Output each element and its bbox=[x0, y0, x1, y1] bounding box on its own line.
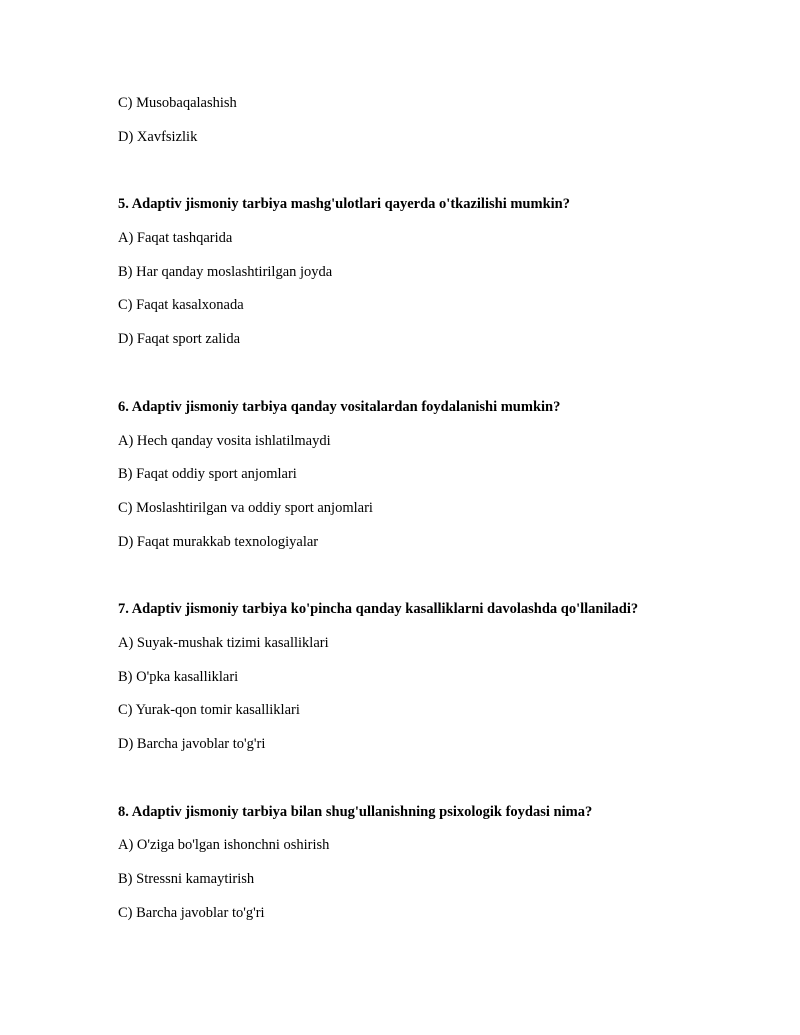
leading-options bbox=[118, 93, 718, 147]
answer-option: B) O'pka kasalliklari bbox=[118, 668, 239, 685]
question-block-8 bbox=[118, 802, 718, 923]
answer-option: C) Musobaqalashish bbox=[118, 95, 237, 111]
spacer bbox=[118, 363, 718, 397]
answer-option: A) Faqat tashqarida bbox=[118, 230, 233, 247]
question-block-6 bbox=[118, 397, 718, 552]
question-block-7 bbox=[118, 599, 718, 754]
answer-option: B) Stressni kamaytirish bbox=[118, 871, 255, 888]
spacer bbox=[118, 160, 718, 194]
answer-option: B) Har qanday moslashtirilgan joyda bbox=[118, 263, 333, 280]
question-block-5 bbox=[118, 194, 718, 349]
answer-option: C) Yurak-qon tomir kasalliklari bbox=[118, 702, 300, 719]
question-text: 5. Adaptiv jismoniy tarbiya mashg'ulotlari qayerda o'tkazilishi mumkin? bbox=[118, 196, 570, 213]
quiz-content bbox=[118, 93, 718, 936]
answer-option: D) Faqat murakkab texnologiyalar bbox=[118, 533, 319, 550]
answer-option: C) Faqat kasalxonada bbox=[118, 297, 244, 314]
question-text: 7. Adaptiv jismoniy tarbiya ko'pincha qanday kasalliklarni davolashda qo'llaniladi? bbox=[118, 601, 639, 618]
answer-option: C) Barcha javoblar to'g'ri bbox=[118, 904, 265, 921]
answer-option: A) O'ziga bo'lgan ishonchni oshirish bbox=[118, 837, 330, 854]
spacer bbox=[118, 768, 718, 802]
answer-option: D) Xavfsizlik bbox=[118, 128, 198, 145]
answer-option: A) Suyak-mushak tizimi kasalliklari bbox=[118, 634, 329, 651]
spacer bbox=[118, 565, 718, 599]
question-text: 6. Adaptiv jismoniy tarbiya qanday vositalardan foydalanishi mumkin? bbox=[118, 398, 561, 415]
answer-option: D) Faqat sport zalida bbox=[118, 331, 241, 348]
answer-option: B) Faqat oddiy sport anjomlari bbox=[118, 466, 297, 483]
answer-option: D) Barcha javoblar to'g'ri bbox=[118, 736, 266, 752]
answer-option: C) Moslashtirilgan va oddiy sport anjomlari bbox=[118, 499, 373, 516]
answer-option: A) Hech qanday vosita ishlatilmaydi bbox=[118, 432, 331, 449]
question-text: 8. Adaptiv jismoniy tarbiya bilan shug'ullanishning psixologik foydasi nima? bbox=[118, 803, 593, 820]
